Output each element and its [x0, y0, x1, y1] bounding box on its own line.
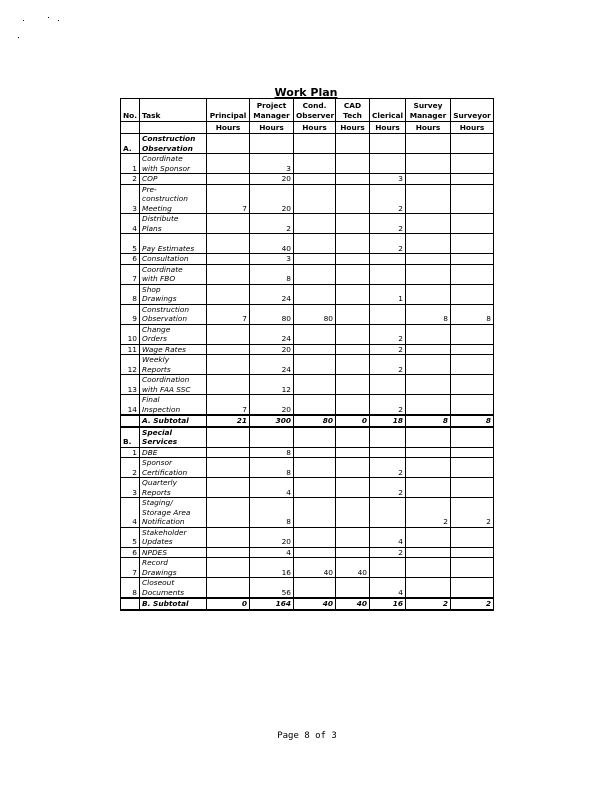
hours-cond-observer [294, 578, 336, 599]
hours-project-manager: 16 [250, 558, 294, 578]
page-footer: Page 8 of 3 [277, 731, 337, 741]
row-number: 8 [121, 284, 140, 304]
hours-clerical [370, 154, 406, 174]
units-cell: Hours [451, 122, 494, 134]
table-row [121, 395, 494, 416]
row-number: 9 [121, 304, 140, 324]
subtotal-surveyor: 8 [451, 415, 494, 427]
table-row [121, 344, 494, 355]
empty-cell [294, 427, 336, 448]
hours-clerical [370, 447, 406, 458]
hours-cad-tech [336, 304, 370, 324]
hours-surveyor [451, 234, 494, 254]
hours-surveyor [451, 478, 494, 498]
row-number: 1 [121, 154, 140, 174]
hours-project-manager: 20 [250, 174, 294, 185]
hours-principal: 7 [207, 395, 250, 416]
hours-cond-observer [294, 264, 336, 284]
hours-survey-manager [406, 344, 451, 355]
section-header-row [121, 134, 494, 154]
section-letter: A. [121, 134, 140, 154]
hours-clerical [370, 264, 406, 284]
hours-principal [207, 284, 250, 304]
table-body [121, 134, 494, 610]
hours-project-manager: 40 [250, 234, 294, 254]
hours-cad-tech [336, 527, 370, 547]
header-row [121, 99, 494, 122]
row-number: 5 [121, 527, 140, 547]
table-row [121, 478, 494, 498]
hours-principal [207, 498, 250, 528]
hours-clerical: 1 [370, 284, 406, 304]
table-row [121, 284, 494, 304]
hours-survey-manager [406, 478, 451, 498]
hours-cad-tech [336, 234, 370, 254]
hours-clerical: 2 [370, 214, 406, 234]
hours-project-manager: 24 [250, 324, 294, 344]
hours-surveyor [451, 527, 494, 547]
empty-cell [336, 427, 370, 448]
table-row [121, 578, 494, 599]
hours-principal [207, 355, 250, 375]
subtotal-survey-manager: 8 [406, 415, 451, 427]
units-cell: Hours [370, 122, 406, 134]
empty-cell [294, 134, 336, 154]
task-name: Quarterly Reports [140, 478, 207, 498]
hours-cad-tech [336, 324, 370, 344]
hours-cond-observer [294, 458, 336, 478]
section-name: Special Services [140, 427, 207, 448]
table-row [121, 184, 494, 214]
empty-cell [336, 134, 370, 154]
hours-clerical: 4 [370, 578, 406, 599]
hours-clerical: 2 [370, 184, 406, 214]
hours-cond-observer [294, 447, 336, 458]
hours-cad-tech [336, 498, 370, 528]
hours-project-manager: 2 [250, 214, 294, 234]
table-row [121, 254, 494, 265]
row-number: 11 [121, 344, 140, 355]
task-name: Sponsor Certification [140, 458, 207, 478]
hours-survey-manager: 2 [406, 498, 451, 528]
hours-surveyor [451, 558, 494, 578]
hours-clerical: 2 [370, 324, 406, 344]
hours-cad-tech [336, 344, 370, 355]
units-cell: Hours [406, 122, 451, 134]
hours-cad-tech [336, 264, 370, 284]
hours-surveyor [451, 447, 494, 458]
subtotal-project-manager: 300 [250, 415, 294, 427]
hours-project-manager: 56 [250, 578, 294, 599]
hours-project-manager: 4 [250, 478, 294, 498]
hours-survey-manager [406, 558, 451, 578]
hours-survey-manager [406, 154, 451, 174]
subtotal-project-manager: 164 [250, 598, 294, 610]
task-name: Shop Drawings [140, 284, 207, 304]
hours-surveyor [451, 324, 494, 344]
hours-project-manager: 8 [250, 458, 294, 478]
row-number: 3 [121, 184, 140, 214]
table-row [121, 355, 494, 375]
hours-principal: 7 [207, 184, 250, 214]
hours-principal [207, 547, 250, 558]
empty-cell [121, 598, 140, 610]
empty-cell [370, 134, 406, 154]
empty-cell [207, 134, 250, 154]
task-name: Coordinate with FBO [140, 264, 207, 284]
task-name: Weekly Reports [140, 355, 207, 375]
hours-cad-tech [336, 375, 370, 395]
hours-cond-observer [294, 174, 336, 185]
hours-cond-observer [294, 355, 336, 375]
hours-clerical: 3 [370, 174, 406, 185]
table-row [121, 304, 494, 324]
hours-project-manager: 20 [250, 184, 294, 214]
hours-cad-tech [336, 184, 370, 214]
units-row [121, 122, 494, 134]
hours-cad-tech [336, 174, 370, 185]
subtotal-label: B. Subtotal [140, 598, 207, 610]
hours-cad-tech [336, 578, 370, 599]
hours-principal [207, 264, 250, 284]
col-header-survey-manager: Survey Manager [406, 99, 451, 122]
hours-cad-tech [336, 478, 370, 498]
hours-survey-manager [406, 264, 451, 284]
hours-cond-observer [294, 478, 336, 498]
hours-principal [207, 174, 250, 185]
hours-surveyor [451, 344, 494, 355]
section-name: Construction Observation [140, 134, 207, 154]
table-row [121, 375, 494, 395]
hours-project-manager: 20 [250, 344, 294, 355]
row-number: 10 [121, 324, 140, 344]
hours-cond-observer: 80 [294, 304, 336, 324]
hours-surveyor [451, 214, 494, 234]
empty-cell [406, 134, 451, 154]
task-name: Pay Estimates [140, 234, 207, 254]
units-cell [121, 122, 140, 134]
hours-surveyor [451, 355, 494, 375]
hours-project-manager: 20 [250, 395, 294, 416]
section-letter: B. [121, 427, 140, 448]
hours-clerical [370, 254, 406, 265]
hours-principal [207, 254, 250, 265]
col-header-project-manager: Project Manager [250, 99, 294, 122]
hours-survey-manager [406, 234, 451, 254]
hours-cond-observer [294, 547, 336, 558]
row-number: 14 [121, 395, 140, 416]
hours-survey-manager [406, 184, 451, 214]
table-row [121, 214, 494, 234]
page-title: Work Plan [274, 86, 338, 99]
col-header-clerical: Clerical [370, 99, 406, 122]
hours-cad-tech [336, 447, 370, 458]
hours-clerical: 2 [370, 458, 406, 478]
subtotal-clerical: 16 [370, 598, 406, 610]
subtotal-cond-observer: 80 [294, 415, 336, 427]
task-name: Change Orders [140, 324, 207, 344]
hours-clerical: 2 [370, 234, 406, 254]
subtotal-survey-manager: 2 [406, 598, 451, 610]
hours-surveyor [451, 174, 494, 185]
table-row [121, 458, 494, 478]
hours-survey-manager [406, 254, 451, 265]
hours-clerical: 2 [370, 478, 406, 498]
empty-cell [121, 415, 140, 427]
hours-principal [207, 344, 250, 355]
table-row [121, 498, 494, 528]
row-number: 7 [121, 264, 140, 284]
hours-project-manager: 8 [250, 498, 294, 528]
hours-cond-observer: 40 [294, 558, 336, 578]
hours-survey-manager [406, 355, 451, 375]
hours-surveyor [451, 264, 494, 284]
subtotal-label: A. Subtotal [140, 415, 207, 427]
hours-cad-tech: 40 [336, 558, 370, 578]
units-cell: Hours [207, 122, 250, 134]
hours-survey-manager [406, 324, 451, 344]
hours-survey-manager [406, 547, 451, 558]
hours-surveyor [451, 375, 494, 395]
hours-clerical [370, 304, 406, 324]
empty-cell [451, 427, 494, 448]
hours-principal [207, 154, 250, 174]
subtotal-row [121, 415, 494, 427]
units-cell: Hours [294, 122, 336, 134]
hours-survey-manager [406, 527, 451, 547]
hours-cad-tech [336, 214, 370, 234]
hours-cond-observer [294, 395, 336, 416]
hours-project-manager: 3 [250, 254, 294, 265]
row-number: 4 [121, 214, 140, 234]
hours-project-manager: 8 [250, 264, 294, 284]
hours-surveyor [451, 547, 494, 558]
hours-survey-manager [406, 447, 451, 458]
hours-surveyor [451, 578, 494, 599]
hours-cad-tech [336, 154, 370, 174]
task-name: Stakeholder Updates [140, 527, 207, 547]
hours-survey-manager [406, 214, 451, 234]
task-name: Closeout Documents [140, 578, 207, 599]
hours-project-manager: 24 [250, 355, 294, 375]
subtotal-surveyor: 2 [451, 598, 494, 610]
col-header-cond-observer: Cond. Observer [294, 99, 336, 122]
hours-cad-tech [336, 254, 370, 265]
table-row [121, 234, 494, 254]
empty-cell [406, 427, 451, 448]
hours-project-manager: 80 [250, 304, 294, 324]
hours-survey-manager [406, 375, 451, 395]
hours-survey-manager [406, 395, 451, 416]
hours-surveyor [451, 154, 494, 174]
subtotal-cad-tech: 0 [336, 415, 370, 427]
hours-clerical: 2 [370, 344, 406, 355]
empty-cell [370, 427, 406, 448]
row-number: 4 [121, 498, 140, 528]
row-number: 6 [121, 254, 140, 265]
hours-surveyor: 8 [451, 304, 494, 324]
hours-clerical: 2 [370, 395, 406, 416]
hours-surveyor [451, 184, 494, 214]
table-row [121, 154, 494, 174]
section-header-row [121, 427, 494, 448]
hours-cond-observer [294, 154, 336, 174]
task-name: Final Inspection [140, 395, 207, 416]
hours-project-manager: 4 [250, 547, 294, 558]
col-header-surveyor: Surveyor [451, 99, 494, 122]
hours-cond-observer [294, 234, 336, 254]
task-name: NPDES [140, 547, 207, 558]
table-row [121, 527, 494, 547]
table-row [121, 558, 494, 578]
hours-principal [207, 447, 250, 458]
hours-cond-observer [294, 254, 336, 265]
row-number: 1 [121, 447, 140, 458]
hours-clerical [370, 498, 406, 528]
task-name: Distribute Plans [140, 214, 207, 234]
empty-cell [451, 134, 494, 154]
hours-surveyor [451, 458, 494, 478]
table-row [121, 324, 494, 344]
hours-cond-observer [294, 284, 336, 304]
hours-project-manager: 8 [250, 447, 294, 458]
subtotal-row [121, 598, 494, 610]
task-name: COP [140, 174, 207, 185]
row-number: 2 [121, 174, 140, 185]
hours-project-manager: 24 [250, 284, 294, 304]
table-row [121, 547, 494, 558]
hours-surveyor [451, 284, 494, 304]
task-name: Coordination with FAA SSC [140, 375, 207, 395]
hours-cad-tech [336, 284, 370, 304]
table-row [121, 264, 494, 284]
hours-survey-manager [406, 174, 451, 185]
task-name: Coordinate with Sponsor [140, 154, 207, 174]
hours-surveyor [451, 254, 494, 265]
row-number: 5 [121, 234, 140, 254]
units-cell: Hours [250, 122, 294, 134]
hours-clerical: 4 [370, 527, 406, 547]
task-name: Staging/ Storage Area Notification [140, 498, 207, 528]
col-header-cad-tech: CAD Tech [336, 99, 370, 122]
hours-cond-observer [294, 184, 336, 214]
hours-cond-observer [294, 344, 336, 355]
hours-principal [207, 478, 250, 498]
hours-principal [207, 558, 250, 578]
task-name: Record Drawings [140, 558, 207, 578]
subtotal-cad-tech: 40 [336, 598, 370, 610]
task-name: Construction Observation [140, 304, 207, 324]
subtotal-cond-observer: 40 [294, 598, 336, 610]
empty-cell [250, 134, 294, 154]
hours-principal [207, 214, 250, 234]
empty-cell [250, 427, 294, 448]
hours-cad-tech [336, 458, 370, 478]
work-plan-table [120, 98, 494, 611]
hours-survey-manager: 8 [406, 304, 451, 324]
row-number: 13 [121, 375, 140, 395]
hours-surveyor: 2 [451, 498, 494, 528]
hours-principal [207, 234, 250, 254]
col-header-task: Task [140, 99, 207, 122]
row-number: 2 [121, 458, 140, 478]
hours-clerical: 2 [370, 355, 406, 375]
task-name: Pre- construction Meeting [140, 184, 207, 214]
hours-clerical [370, 375, 406, 395]
hours-principal [207, 527, 250, 547]
row-number: 7 [121, 558, 140, 578]
hours-project-manager: 20 [250, 527, 294, 547]
hours-principal [207, 324, 250, 344]
table-row [121, 447, 494, 458]
hours-principal [207, 578, 250, 599]
hours-cad-tech [336, 395, 370, 416]
task-name: Wage Rates [140, 344, 207, 355]
task-name: Consultation [140, 254, 207, 265]
table-row [121, 174, 494, 185]
col-header-no: No. [121, 99, 140, 122]
row-number: 6 [121, 547, 140, 558]
hours-survey-manager [406, 578, 451, 599]
row-number: 3 [121, 478, 140, 498]
hours-cad-tech [336, 355, 370, 375]
hours-cond-observer [294, 375, 336, 395]
row-number: 8 [121, 578, 140, 599]
task-name: DBE [140, 447, 207, 458]
hours-principal [207, 375, 250, 395]
hours-cond-observer [294, 527, 336, 547]
hours-surveyor [451, 395, 494, 416]
hours-clerical: 2 [370, 547, 406, 558]
hours-survey-manager [406, 284, 451, 304]
units-cell: Hours [336, 122, 370, 134]
subtotal-clerical: 18 [370, 415, 406, 427]
hours-clerical [370, 558, 406, 578]
hours-project-manager: 12 [250, 375, 294, 395]
row-number: 12 [121, 355, 140, 375]
hours-principal [207, 458, 250, 478]
hours-survey-manager [406, 458, 451, 478]
hours-principal: 7 [207, 304, 250, 324]
empty-cell [207, 427, 250, 448]
hours-cad-tech [336, 547, 370, 558]
units-cell [140, 122, 207, 134]
hours-cond-observer [294, 498, 336, 528]
subtotal-principal: 0 [207, 598, 250, 610]
hours-cond-observer [294, 214, 336, 234]
hours-cond-observer [294, 324, 336, 344]
hours-project-manager: 3 [250, 154, 294, 174]
col-header-principal: Principal [207, 99, 250, 122]
subtotal-principal: 21 [207, 415, 250, 427]
